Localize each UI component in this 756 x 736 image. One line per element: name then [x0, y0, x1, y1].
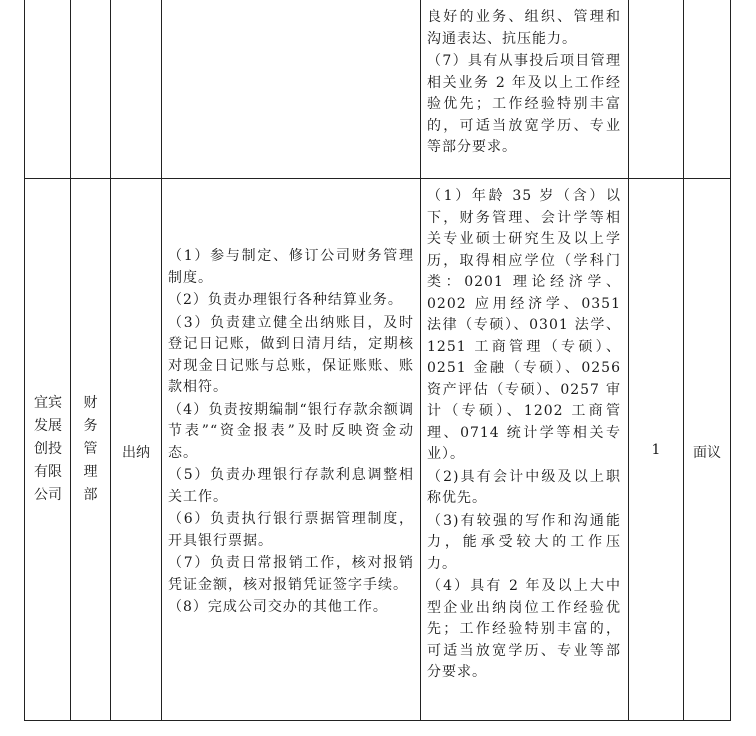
row-divider-line: [24, 178, 731, 179]
duty-item: （5）负责办理银行存款利息调整相关工作。: [168, 467, 414, 505]
column-line-7: [683, 0, 684, 721]
requirement-item: （4）具有 2 年及以上大中型企业出纳岗位工作经验优先；工作经验特别丰富的，可适当放宽学历、专业等部分要求。: [427, 578, 621, 680]
duty-item: （3）负责建立健全出纳账目，及时登记日记账，做到日清月结，定期核对现金日记账与总账，保证账账、账款相符。: [168, 314, 414, 395]
column-line-2: [70, 0, 71, 721]
column-line-4: [161, 0, 162, 721]
department-name: 财 务 管 理 部: [83, 395, 98, 503]
column-line-1: [24, 0, 25, 721]
position-name: 出纳: [122, 445, 150, 461]
salary-method: 面议: [693, 445, 721, 461]
duty-item: （6）负责执行银行票据管理制度，开具银行票据。: [168, 511, 414, 549]
duty-item: （7）负责日常报销工作，核对报销凭证金额，核对报销凭证签字手续。: [168, 555, 414, 593]
requirement-item: （2)具有会计中级及以上职称优先。: [427, 468, 621, 506]
duty-item: （2）负责办理银行各种结算业务。: [168, 292, 403, 308]
table-bottom-line: [24, 720, 731, 721]
requirement-text: 良好的业务、组织、管理和沟通表达、抗压能力。: [427, 9, 621, 47]
requirement-item: （3)有较强的写作和沟通能力，能承受较大的工作压力。: [427, 512, 621, 572]
column-line-5: [420, 0, 421, 721]
requirement-item: （1）年龄 35 岁（含）以下，财务管理、会计学等相关专业硕士研究生及以上学历，取得相应学位（学科门类：0201 理论经济学、0202 应用经济学、0351 法律（专硕）、0301 法学、1251 工商管理（专硕）、0251 金融（专硕）、0256 资产评估（专硕）、0257 审计（专硕）、1202 工商管理、0714 统计学等相关专业）。: [427, 188, 621, 462]
duty-item: （8）完成公司交办的其他工作。: [168, 599, 388, 615]
job-duties: [168, 246, 414, 619]
duty-item: （1）参与制定、修订公司财务管理制度。: [168, 248, 414, 286]
duty-item: （4）负责按期编制“银行存款余额调节表”“资金报表”及时反映资金动态。: [168, 401, 414, 461]
hiring-count: 1: [651, 442, 661, 458]
top-row-requirements: [427, 7, 621, 159]
column-line-8: [730, 0, 731, 721]
company-name: 宜宾 发展 创投 有限 公司: [34, 395, 62, 503]
requirement-text: （7）具有从事投后项目管理相关业务 2 年及以上工作经验优先；工作经验特别丰富的，可适当放宽学历、专业等部分要求。: [427, 53, 621, 155]
job-requirements: [427, 186, 621, 684]
column-line-6: [628, 0, 629, 721]
column-line-3: [110, 0, 111, 721]
